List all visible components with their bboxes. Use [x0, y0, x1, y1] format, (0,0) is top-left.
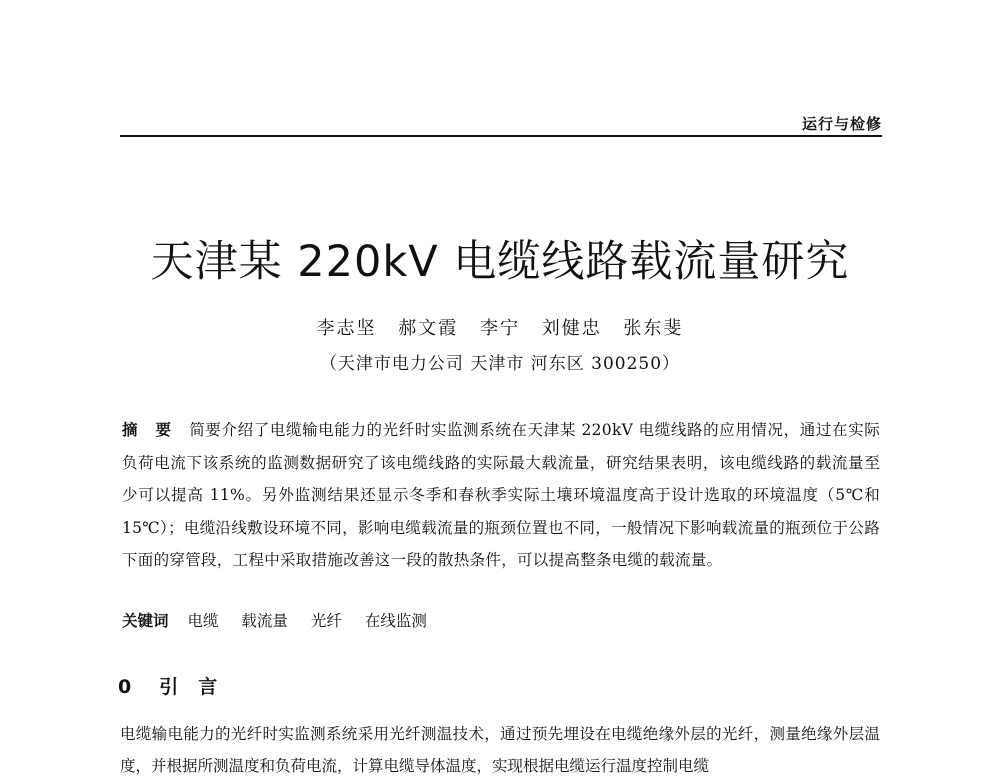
keyword: 在线监测 [364, 612, 427, 630]
keyword: 光纤 [310, 612, 342, 630]
section-number: 0 [118, 676, 132, 698]
keyword: 载流量 [241, 612, 288, 630]
body-paragraph: 电缆输电能力的光纤时实监测系统采用光纤测温技术，通过预先埋设在电缆绝缘外层的光纤，测量绝缘外层温度，并根据所测温度和负荷电流，计算电缆导体温度，实现根据电缆运行温度控制电缆 [120, 725, 880, 775]
paper-title: 天津某 220kV 电缆线路载流量研究 [150, 237, 850, 287]
section-heading [118, 672, 237, 699]
journal-section-tag: 运行与检修 [801, 115, 882, 133]
section-title: 引言 [159, 676, 238, 698]
keywords-label: 关键词 [122, 612, 169, 630]
paper-affiliation: （天津市电力公司 天津市 河东区 300250） [319, 354, 681, 374]
abstract-text: 简要介绍了电缆输电能力的光纤时实监测系统在天津某 220kV 电缆线路的应用情况，通过在实际负荷电流下该系统的监测数据研究了该电缆线路的实际最大载流量，研究结果表明，该电缆线路的载流量至少可以提高 11%。另外监测结果还显示冬季和春秋季实际土壤环境温度高于设计选取的环境温度（5℃和 15℃）；电缆沿线敷设环境不同，影响电缆载流量的瓶颈位置也不同，一般情况下影响载流量的瓶颈位于公路下面的穿管段，工程中采取措施改善这一段的散热条件，可以提高整条电缆的载流量。 [122, 421, 880, 569]
header-rule [120, 135, 882, 137]
abstract-label: 摘 要 [122, 421, 178, 439]
keywords [122, 609, 880, 631]
keyword: 电缆 [187, 612, 219, 630]
paper-authors: 李志坚 郝文霞 李宁 刘健忠 张东斐 [316, 318, 684, 339]
abstract [122, 414, 880, 577]
